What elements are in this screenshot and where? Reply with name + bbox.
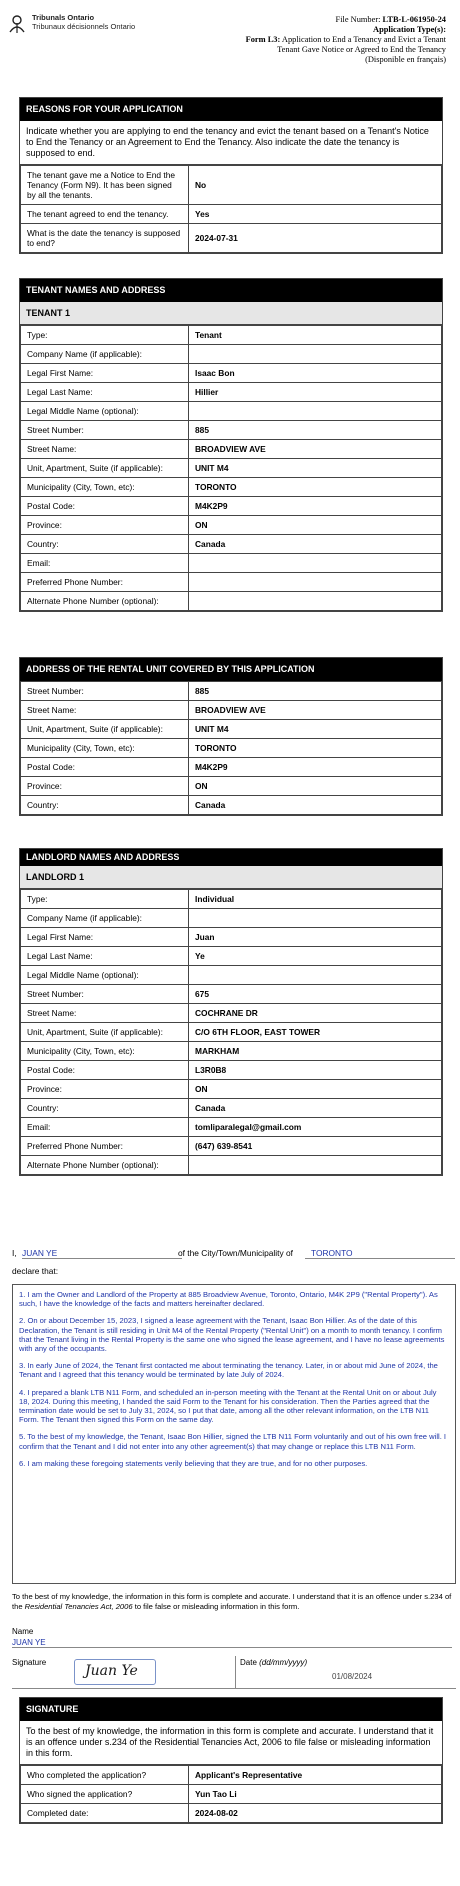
table-row [21, 796, 442, 815]
table-row [21, 440, 442, 459]
field-value: UNIT M4 [189, 720, 442, 739]
file-number-label: File Number: [335, 15, 383, 24]
table-row [21, 516, 442, 535]
field-label: Email: [21, 554, 189, 573]
field-value: Juan [189, 928, 442, 947]
field-label: Municipality (City, Town, etc): [21, 478, 189, 497]
field-label: Preferred Phone Number: [21, 573, 189, 592]
file-number-line [246, 15, 446, 25]
declarant-name: JUAN YE [22, 1248, 182, 1259]
table-row [21, 224, 442, 253]
form-title-line [246, 35, 446, 45]
field-label: Legal Middle Name (optional): [21, 966, 189, 985]
field-label: Postal Code: [21, 758, 189, 777]
name-value: JUAN YE [12, 1636, 452, 1648]
tenant-section [19, 278, 443, 612]
field-value: M4K2P9 [189, 758, 442, 777]
table-row [21, 326, 442, 345]
field-label: The tenant gave me a Notice to End the Tenancy (Form N9). It has been signed by all the tenants. [21, 166, 189, 205]
declarant-i-label: I, [12, 1248, 17, 1258]
field-label: What is the date the tenancy is supposed to end? [21, 224, 189, 253]
table-row [21, 478, 442, 497]
reasons-table [20, 165, 442, 253]
field-label: Legal Last Name: [21, 383, 189, 402]
field-label: Legal Last Name: [21, 947, 189, 966]
table-row [21, 205, 442, 224]
field-value: Isaac Bon [189, 364, 442, 383]
field-value: TORONTO [189, 478, 442, 497]
field-value: 885 [189, 682, 442, 701]
field-label: Completed date: [21, 1804, 189, 1823]
field-label: Alternate Phone Number (optional): [21, 1156, 189, 1175]
signature-date-row [12, 1656, 456, 1689]
signature-image [74, 1659, 156, 1685]
table-row [21, 890, 442, 909]
field-label: Street Number: [21, 421, 189, 440]
field-value [189, 402, 442, 421]
field-value: Canada [189, 1099, 442, 1118]
reasons-section [19, 97, 443, 254]
table-row [21, 909, 442, 928]
field-label: Unit, Apartment, Suite (if applicable): [21, 1023, 189, 1042]
signature-date-divider [235, 1656, 236, 1688]
field-value [189, 966, 442, 985]
field-label: Country: [21, 535, 189, 554]
certify-act: Residential Tenancies Act, 2006 [24, 1601, 133, 1611]
field-value: Canada [189, 796, 442, 815]
field-value: Ye [189, 947, 442, 966]
table-row [21, 1080, 442, 1099]
table-row [21, 682, 442, 701]
field-label: Unit, Apartment, Suite (if applicable): [21, 720, 189, 739]
field-label: Province: [21, 777, 189, 796]
table-row [21, 1023, 442, 1042]
table-row [21, 497, 442, 516]
landlord-subtitle: LANDLORD 1 [20, 866, 442, 889]
rental-unit-title: ADDRESS OF THE RENTAL UNIT COVERED BY THIS APPLICATION [20, 658, 442, 681]
field-value: 885 [189, 421, 442, 440]
table-row [21, 459, 442, 478]
rental-unit-section [19, 657, 443, 816]
declarant-city: TORONTO [305, 1248, 455, 1259]
table-row [21, 928, 442, 947]
declaration-paragraph-6: 6. I am making these foregoing statements verily believing that they are true, and for no other purposes. [19, 1458, 368, 1468]
field-value [189, 345, 442, 364]
field-label: Email: [21, 1118, 189, 1137]
field-label: Municipality (City, Town, etc): [21, 739, 189, 758]
table-row [21, 701, 442, 720]
form-identification [246, 15, 446, 65]
table-row [21, 739, 442, 758]
declare-that-label: declare that: [12, 1266, 59, 1276]
signature-intro: To the best of my knowledge, the information in this form is complete and accurate. I understand that it is an offence under s.234 of the Residential Tenancies Act, 2006 to file false or misleading information in this form. [20, 1721, 442, 1765]
field-value: Individual [189, 890, 442, 909]
field-label: Type: [21, 326, 189, 345]
tenant-table [20, 325, 442, 611]
field-label: Legal First Name: [21, 364, 189, 383]
organization-name [32, 13, 135, 31]
field-value [189, 592, 442, 611]
field-label: The tenant agreed to end the tenancy. [21, 205, 189, 224]
signature-section [19, 1697, 443, 1824]
field-label: Who signed the application? [21, 1785, 189, 1804]
field-value: Tenant [189, 326, 442, 345]
field-label: Alternate Phone Number (optional): [21, 592, 189, 611]
field-label: Province: [21, 516, 189, 535]
field-label: Country: [21, 1099, 189, 1118]
signature-title: SIGNATURE [20, 1698, 442, 1721]
field-value: 675 [189, 985, 442, 1004]
declaration-paragraph-4: 4. I prepared a blank LTB N11 Form, and scheduled an in-person meeting with the Tenant at the Rental Unit on or about July 18, 2024. During this meeting, I handed the said Form to the Tenant for his consideration. Then the Parties agreed that the termination date would be set to July 31, 2024, so I put that date, among all the other relevant information, on the LTB N11 Form. The Tenant then signed this Form on the same day. [19, 1387, 437, 1425]
declaration-paragraph-2: 2. On or about December 15, 2023, I signed a lease agreement with the Tenant, Isaac Bon Hillier. As of the date of this Declaration, the Tenant is still residing in Unit M4 of the Rental Property ("Rental Unit") on a month to month tenancy. I confirm that the Tenant living in the Rental Property is the same one who signed the lease agreement, and I have no lease agreements with any of the occupants. [19, 1316, 445, 1354]
field-label: Municipality (City, Town, etc): [21, 1042, 189, 1061]
field-label: Legal First Name: [21, 928, 189, 947]
table-row [21, 345, 442, 364]
field-value: Canada [189, 535, 442, 554]
signature-label: Signature [12, 1658, 47, 1667]
certify-text-2: to file false or misleading information in this form. [132, 1601, 300, 1611]
table-row [21, 966, 442, 985]
page-header [0, 0, 460, 80]
field-label: Legal Middle Name (optional): [21, 402, 189, 421]
field-value: ON [189, 516, 442, 535]
table-row [21, 364, 442, 383]
table-row [21, 947, 442, 966]
signature-value: Juan Ye [85, 1663, 138, 1679]
field-value [189, 1156, 442, 1175]
french-availability: (Disponible en français) [365, 55, 446, 64]
field-label: Type: [21, 890, 189, 909]
table-row [21, 402, 442, 421]
declaration-statements-box [12, 1284, 456, 1584]
field-label: Postal Code: [21, 1061, 189, 1080]
table-row [21, 1785, 442, 1804]
table-row [21, 573, 442, 592]
signature-table [20, 1765, 442, 1823]
name-label: Name [12, 1627, 34, 1636]
table-row [21, 1061, 442, 1080]
field-value: 2024-08-02 [189, 1804, 442, 1823]
field-label: Street Number: [21, 682, 189, 701]
tenant-subtitle: TENANT 1 [20, 302, 442, 325]
certify-text-1: To the best of my knowledge, the information in this form is complete and accurate. I understand that it is an offence under s.234 of the [12, 1592, 452, 1611]
landlord-section [19, 848, 443, 1176]
field-value [189, 573, 442, 592]
table-row [21, 1137, 442, 1156]
rental-unit-table [20, 681, 442, 815]
field-value: 2024-07-31 [189, 224, 442, 253]
reasons-title: REASONS FOR YOUR APPLICATION [20, 98, 442, 121]
table-row [21, 421, 442, 440]
landlord-table [20, 889, 442, 1175]
form-title: Application to End a Tenancy and Evict a Tenant [280, 35, 446, 44]
field-value: BROADVIEW AVE [189, 440, 442, 459]
field-value: ON [189, 1080, 442, 1099]
date-format: (dd/mm/yyyy) [259, 1658, 308, 1667]
field-value: C/O 6TH FLOOR, EAST TOWER [189, 1023, 442, 1042]
field-value: L3R0B8 [189, 1061, 442, 1080]
declarant-name-block [12, 1627, 452, 1648]
date-label-group [240, 1658, 307, 1667]
table-row [21, 383, 442, 402]
org-name-en: Tribunals Ontario [32, 13, 95, 22]
field-value: ON [189, 777, 442, 796]
form-title-line-2: Tenant Gave Notice or Agreed to End the Tenancy [277, 45, 446, 54]
field-label: Postal Code: [21, 497, 189, 516]
table-row [21, 1099, 442, 1118]
declaration-paragraph-3: 3. In early June of 2024, the Tenant first contacted me about terminating the tenancy. Later, in or about mid June of 2024, the Tenant and I agreed that this tenancy would be terminated by late July of 2024. [19, 1361, 438, 1380]
field-label: Street Number: [21, 985, 189, 1004]
file-number: LTB-L-061950-24 [382, 15, 446, 24]
field-label: Preferred Phone Number: [21, 1137, 189, 1156]
table-row [21, 1004, 442, 1023]
field-value: (647) 639-8541 [189, 1137, 442, 1156]
table-row [21, 1804, 442, 1823]
field-label: Who completed the application? [21, 1766, 189, 1785]
declaration-header [12, 1248, 458, 1276]
field-label: Company Name (if applicable): [21, 345, 189, 364]
reasons-intro: Indicate whether you are applying to end the tenancy and evict the tenant based on a Tenant's Notice to End the Tenancy or an Agreement to End the Tenancy. Also indicate the date the tenancy is supposed to end. [20, 121, 442, 165]
field-label: Province: [21, 1080, 189, 1099]
field-label: Unit, Apartment, Suite (if applicable): [21, 459, 189, 478]
field-value: Hillier [189, 383, 442, 402]
field-value [189, 909, 442, 928]
field-value: TORONTO [189, 739, 442, 758]
field-value: BROADVIEW AVE [189, 701, 442, 720]
declaration-paragraph-5: 5. To the best of my knowledge, the Tenant, Isaac Bon Hillier, signed the LTB N11 Form voluntarily and out of his own free will. I confirm that the Tenant and I did not enter into any other agreement(s) that may change or replace this LTB N11 Form. [19, 1432, 447, 1451]
field-label: Street Name: [21, 440, 189, 459]
field-label: Street Name: [21, 701, 189, 720]
field-value: MARKHAM [189, 1042, 442, 1061]
ontario-trillium-logo-icon [8, 14, 26, 34]
field-value: COCHRANE DR [189, 1004, 442, 1023]
declaration-paragraph-1: 1. I am the Owner and Landlord of the Property at 885 Broadview Avenue, Toronto, Ontario, M4K 2P9 ("Rental Property"). As such, I have the knowledge of the facts and matters hereinafter declared. [19, 1290, 438, 1309]
table-row [21, 1766, 442, 1785]
table-row [21, 1042, 442, 1061]
date-value: 01/08/2024 [332, 1672, 373, 1681]
field-value: tomliparalegal@gmail.com [189, 1118, 442, 1137]
table-row [21, 777, 442, 796]
field-label: Company Name (if applicable): [21, 909, 189, 928]
table-row [21, 166, 442, 205]
tenant-title: TENANT NAMES AND ADDRESS [20, 279, 442, 302]
field-value: M4K2P9 [189, 497, 442, 516]
field-label: Street Name: [21, 1004, 189, 1023]
city-label: of the City/Town/Municipality of [178, 1248, 293, 1258]
declarant-line [12, 1248, 458, 1262]
table-row [21, 535, 442, 554]
table-row [21, 1118, 442, 1137]
field-value: Yes [189, 205, 442, 224]
field-value: Yun Tao Li [189, 1785, 442, 1804]
form-label: Form L3: [245, 35, 281, 44]
field-value: Applicant's Representative [189, 1766, 442, 1785]
table-row [21, 758, 442, 777]
org-name-fr: Tribunaux décisionnels Ontario [32, 22, 136, 31]
date-label: Date [240, 1658, 260, 1667]
table-row [21, 985, 442, 1004]
field-value: UNIT M4 [189, 459, 442, 478]
table-row [21, 592, 442, 611]
application-types-label: Application Type(s): [373, 25, 446, 34]
table-row [21, 1156, 442, 1175]
landlord-title: LANDLORD NAMES AND ADDRESS [20, 849, 442, 866]
field-value [189, 554, 442, 573]
declaration-certification [12, 1592, 452, 1611]
table-row [21, 554, 442, 573]
field-value: No [189, 166, 442, 205]
table-row [21, 720, 442, 739]
field-label: Country: [21, 796, 189, 815]
